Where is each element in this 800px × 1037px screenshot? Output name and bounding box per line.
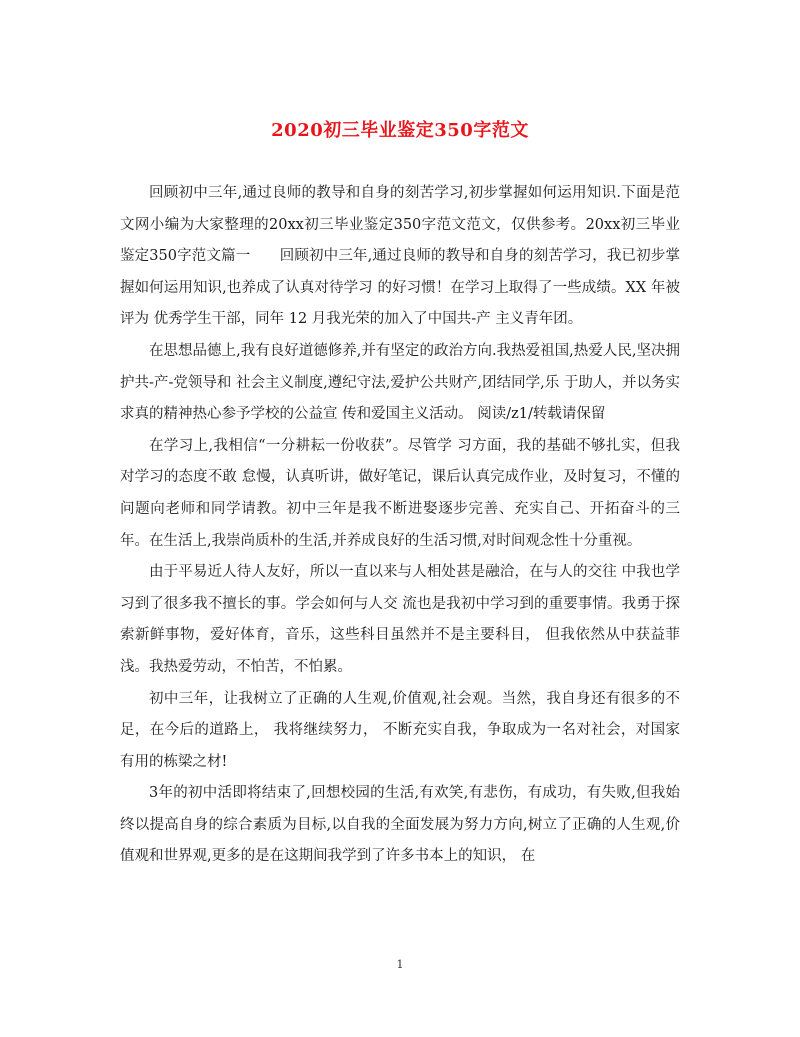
paragraph: 初中三年，让我树立了正确的人生观,价值观,社会观。当然，我自身还有很多的不足，在今后的道路上， 我将继续努力， 不断充实自我，争取成为一名对社会，对国家有用的栋梁之材! [120, 690, 680, 770]
page-number: 1 [396, 958, 404, 971]
paragraph: 在思想品德上,我有良好道德修养,并有坚定的政治方向.我热爱祖国,热爱人民,坚决拥护共-产-党领导和 社会主义制度,遵纪守法,爱护公共财产,团结同学,乐 于助人，并以务实求真的精神热心参予学校的公益宣 传和爱国主义活动。 阅读/z1/转载请保留 [120, 342, 680, 423]
paragraph: 3年的初中活即将结束了,回想校园的生活,有欢笑,有悲伤，有成功，有失败,但我始终以提高自身的综合素质为目标,以自我的全面发展为努力方向,树立了正确的人生观,价值观和世界观,更多的是在这期间我学到了许多书本上的知识， 在 [120, 785, 680, 865]
document-title: 2020初三毕业鉴定350字范文 [271, 120, 529, 141]
paragraph: 回顾初中三年,通过良师的教导和自身的刻苦学习,初步掌握如何运用知识.下面是范文网小编为大家整理的20xx初三毕业鉴定350字范文范文，仅供参考。20xx初三毕业鉴定350字范文篇一 回顾初中三年,通过良师的教导和自身的刻苦学习，我已初步掌握如何运用知识,也养成了认真对待学习 的好习惯！在学习上取得了一些成绩。XX 年被评为 优秀学生干部，同年 12 月我光荣的加入了中国共-产 主义青年团。 [120, 185, 680, 328]
paragraph: 在学习上,我相信“一分耕耘一份收获”。尽管学 习方面，我的基础不够扎实，但我对学习的态度不敢 怠慢，认真听讲，做好笔记，课后认真完成作业，及时复习，不懂的问题向老师和同学请教。初中三年是我不断进娶逐步完善、充实自己、开拓奋斗的三年。在生活上,我崇尚质朴的生活,并养成良好的生活习惯,对时间观念性十分重视。 [120, 437, 680, 549]
document-body [120, 178, 680, 873]
paragraph: 由于平易近人待人友好，所以一直以来与人相处甚是融洽，在与人的交往 中我也学习到了很多我不擅长的事。学会如何与人交 流也是我初中学习到的重要事情。我勇于探索新鲜事物，爱好体育，音乐，这些科目虽然并不是主要科目， 但我依然从中获益菲浅。我热爱劳动，不怕苦，不怕累。 [120, 564, 680, 675]
